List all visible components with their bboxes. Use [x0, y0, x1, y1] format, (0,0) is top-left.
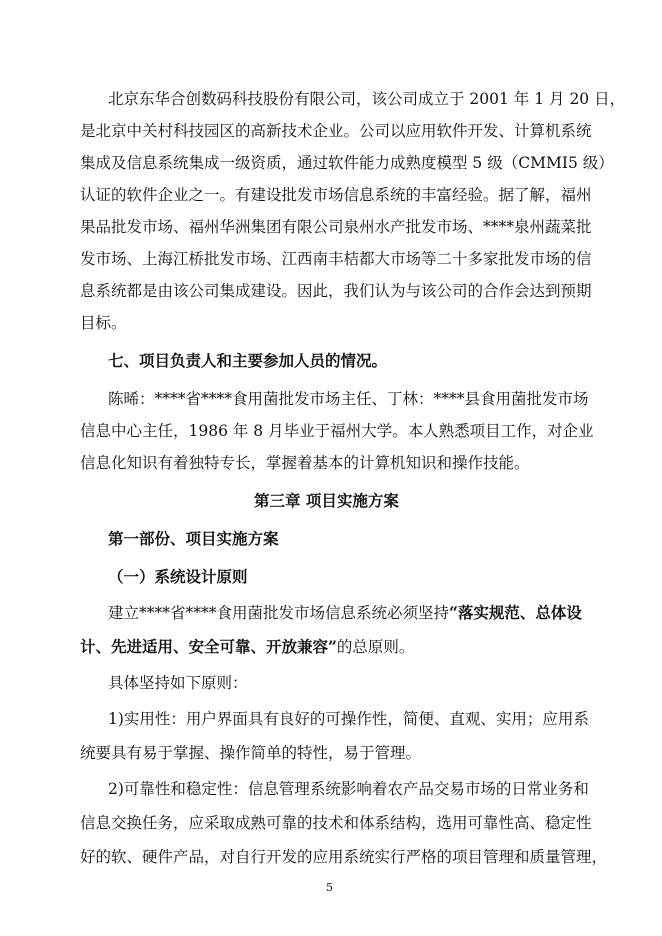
- body-text-line: 目标。: [80, 314, 127, 332]
- chapter-heading: 第三章 项目实施方案: [254, 491, 399, 510]
- body-text-line: 北京东华合创数码科技股份有限公司，该公司成立于 2001 年 1 月 20 日，: [108, 90, 626, 108]
- body-text-line: 陈晞：****省****食用菌批发市场主任、丁林：****县食用菌批发市场: [108, 390, 589, 408]
- body-text-line: 集成及信息系统集成一级资质，通过软件能力成熟度模型 5 级（CMMI5 级）: [80, 154, 614, 172]
- body-text-line: 信息中心主任，1986 年 8 月毕业于福州大学。本人熟悉项目工作，对企业: [80, 422, 594, 440]
- body-text-line: 认证的软件企业之一。有建设批发市场信息系统的丰富经验。据了解，福州: [80, 186, 592, 204]
- body-text-line: 统要具有易于掌握、操作简单的特性，易于管理。: [80, 744, 422, 762]
- emphasis-text: “落实规范、总体设: [449, 603, 582, 622]
- page-number: 5: [326, 881, 333, 894]
- body-text-line: 2)可靠性和稳定性：信息管理系统影响着农产品交易市场的日常业务和: [108, 780, 589, 798]
- body-text-line: 是北京中关村科技园区的高新技术企业。公司以应用软件开发、计算机系统: [80, 122, 592, 140]
- body-text-line: [80, 636, 414, 658]
- part-heading: 第一部份、项目实施方案: [108, 529, 279, 548]
- body-text-line: 好的软、硬件产品，对自行开发的应用系统实行严格的项目管理和质量管理，: [80, 848, 608, 866]
- body-text-line: 果品批发市场、福州华洲集团有限公司泉州水产批发市场、****泉州蔬菜批: [80, 218, 592, 236]
- section-heading: 七、项目负责人和主要参加人员的情况。: [108, 351, 388, 370]
- body-text-line: 信息化知识有着独特专长，掌握着基本的计算机知识和操作技能。: [80, 454, 530, 472]
- body-text-line: 发市场、上海江桥批发市场、江西南丰桔都大市场等二十多家批发市场的信: [80, 250, 592, 268]
- body-text-line: 信息交换任务，应采取成熟可靠的技术和体系结构，选用可靠性高、稳定性: [80, 814, 592, 832]
- body-text-span: 建立****省****食用菌批发市场信息系统必须坚持: [108, 604, 450, 622]
- emphasis-text: 计、先进适用、安全可靠、开放兼容”: [80, 637, 337, 656]
- subsection-heading: （一）系统设计原则: [108, 567, 248, 586]
- body-text-span: 的总原则。: [336, 638, 415, 656]
- body-text-line: 息系统都是由该公司集成建设。因此，我们认为与该公司的合作会达到预期: [80, 282, 592, 300]
- body-text-line: [108, 602, 582, 624]
- body-text-line: 具体坚持如下原则：: [108, 674, 248, 692]
- body-text-line: 1)实用性：用户界面具有良好的可操作性，简便、直观、实用；应用系: [108, 710, 589, 728]
